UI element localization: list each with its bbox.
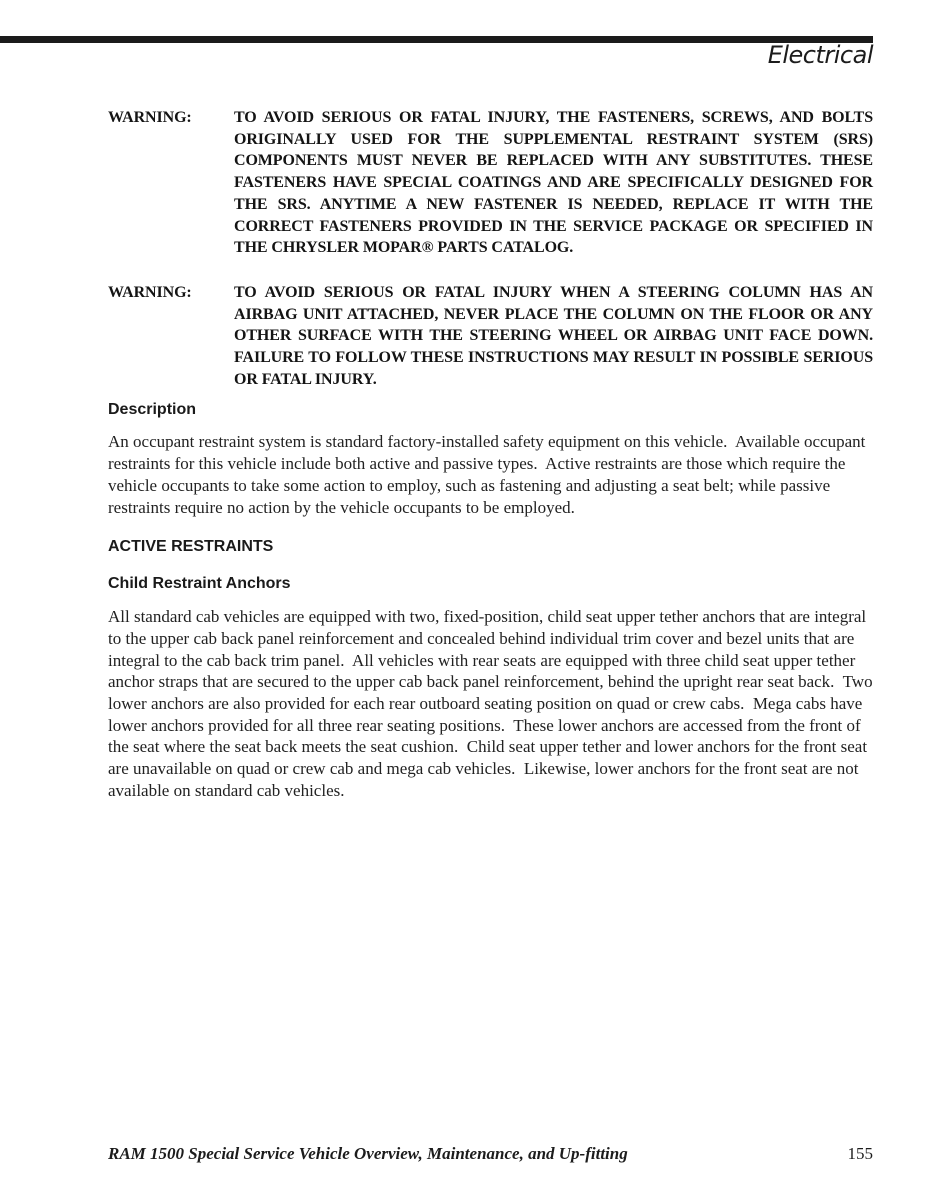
footer-page-number: 155 xyxy=(847,1144,873,1163)
description-body: An occupant restraint system is standard factory-installed safety equipment on this vehicle. Available occupant restraints for this vehicle include both active and passive types. Active restraints are those which require the vehicle occupants to take some action to employ, such as fastening and adjusting a seat belt; while passive restraints require no action by the vehicle occupants to be employed. xyxy=(108,432,870,517)
child-restraint-anchors-body: All standard cab vehicles are equipped with two, fixed-position, child seat upper tether anchors that are integral to the upper cab back panel reinforcement and concealed behind individual trim cover and bezel units that are integral to the cab back trim panel. All vehicles with rear seats are equipped with three child seat upper tether anchor straps that are secured to the upper cab back panel reinforcement, behind the upright rear seat back. Two lower anchors are also provided for each rear outboard seating position on quad or crew cabs. Mega cabs have lower anchors provided for all three rear seating positions. These lower anchors are accessed from the front of the seat where the seat back meets the seat cushion. Child seat upper tether and lower anchors for the front seat are unavailable on quad or crew cab and mega cab vehicles. Likewise, lower anchors for the front seat are not available on standard cab vehicles. xyxy=(108,607,877,800)
page-section-title: Electrical xyxy=(767,41,873,69)
warning-block-steering-column xyxy=(108,282,873,391)
page-footer xyxy=(108,1143,873,1165)
warning-text: TO AVOID SERIOUS OR FATAL INJURY, THE FASTENERS, SCREWS, AND BOLTS ORIGINALLY USED FOR THE SUPPLEMENTAL RESTRAINT SYSTEM (SRS) COMPONENTS MUST NEVER BE REPLACED WITH ANY SUBSTITUTES. THESE FASTENERS HAVE SPECIAL COATINGS AND ARE SPECIFICALLY DESIGNED FOR THE SRS. ANYTIME A NEW FASTENER IS NEEDED, REPLACE IT WITH THE CORRECT FASTENERS PROVIDED IN THE SERVICE PACKAGE OR SPECIFIED IN THE CHRYSLER MOPAR® PARTS CATALOG. xyxy=(234,109,873,257)
warning-label: WARNING: xyxy=(108,283,192,301)
warning-label: WARNING: xyxy=(108,109,192,126)
page-content xyxy=(108,107,877,802)
warning-block-srs-fasteners xyxy=(108,107,873,259)
child-restraint-anchors-heading: Child Restraint Anchors xyxy=(108,575,291,593)
warning-text: TO AVOID SERIOUS OR FATAL INJURY WHEN A STEERING COLUMN HAS AN AIRBAG UNIT ATTACHED, NEVER PLACE THE COLUMN ON THE FLOOR OR ANY OTHER SURFACE WITH THE STEERING WHEEL OR AIRBAG UNIT FACE DOWN. FAILURE TO FOLLOW THESE INSTRUCTIONS MAY RESULT IN POSSIBLE SERIOUS OR FATAL INJURY. xyxy=(234,283,873,388)
active-restraints-heading: ACTIVE RESTRAINTS xyxy=(108,538,274,556)
footer-document-title: RAM 1500 Special Service Vehicle Overview, Maintenance, and Up-fitting xyxy=(108,1144,628,1163)
description-heading: Description xyxy=(108,401,197,419)
